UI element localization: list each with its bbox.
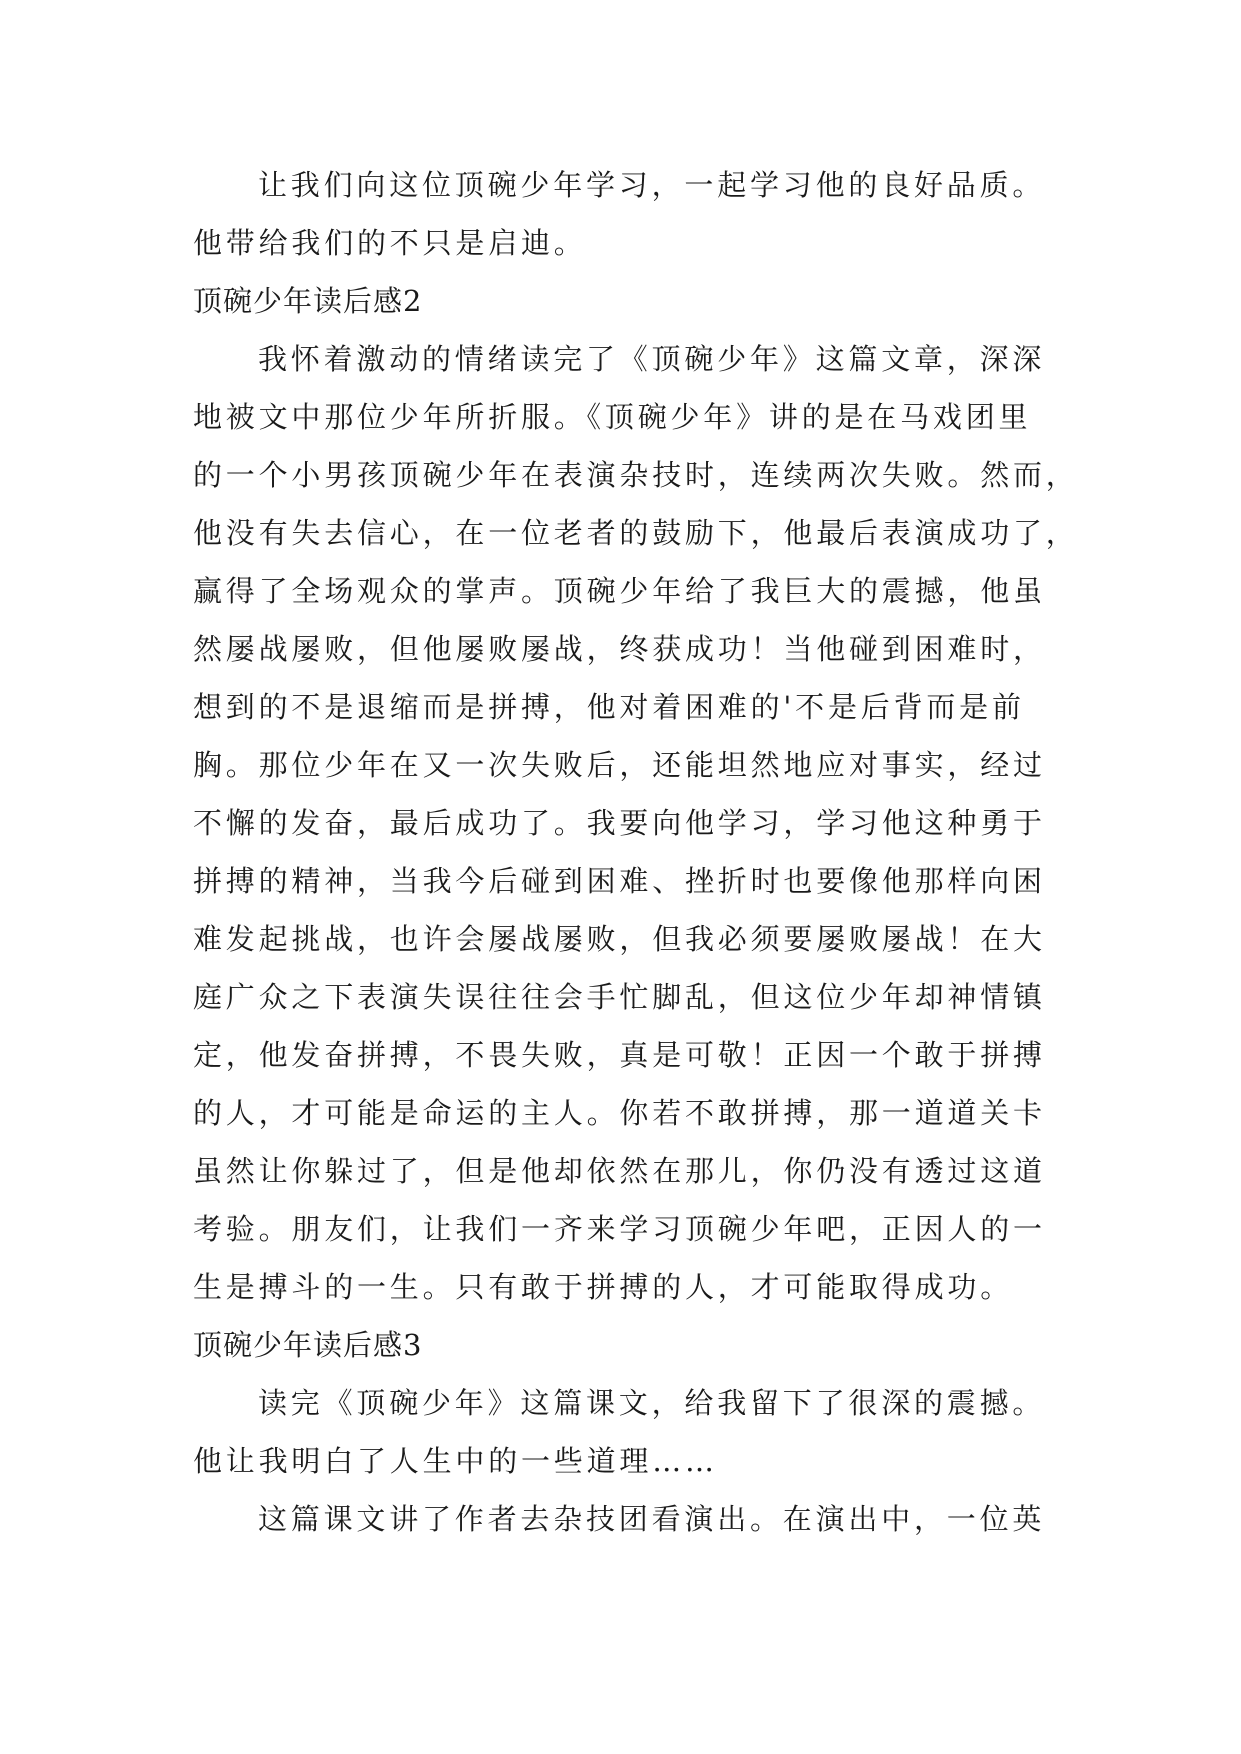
paragraph-line: 地被文中那位少年所折服。《顶碗少年》讲的是在马戏团里 (193, 400, 1032, 434)
paragraph-line: 虽然让你躲过了，但是他却依然在那儿，你仍没有透过这道 (193, 1154, 1046, 1188)
paragraph-line: 想到的不是退缩而是拼搏，他对着困难的'不是后背而是前 (193, 690, 1025, 724)
paragraph-line: 这篇课文讲了作者去杂技团看演出。在演出中，一位英 (258, 1502, 1046, 1536)
paragraph-line: 他没有失去信心，在一位老者的鼓励下，他最后表演成功了， (193, 516, 1079, 550)
section-heading: 顶碗少年读后感2 (193, 284, 423, 318)
paragraph-line: 拼搏的精神，当我今后碰到困难、挫折时也要像他那样向困 (193, 864, 1046, 898)
paragraph-line: 考验。朋友们，让我们一齐来学习顶碗少年吧，正因人的一 (193, 1212, 1046, 1246)
paragraph-line: 他带给我们的不只是启迪。 (193, 226, 587, 260)
paragraph-line: 不懈的发奋，最后成功了。我要向他学习，学习他这种勇于 (193, 806, 1046, 840)
paragraph-line: 他让我明白了人生中的一些道理…… (193, 1444, 718, 1478)
paragraph-line: 庭广众之下表演失误往往会手忙脚乱，但这位少年却神情镇 (193, 980, 1046, 1014)
paragraph-line: 然屡战屡败，但他屡败屡战，终获成功！当他碰到困难时， (193, 632, 1046, 666)
paragraph-line: 定，他发奋拼搏，不畏失败，真是可敬！正因一个敢于拼搏 (193, 1038, 1046, 1072)
paragraph-line: 难发起挑战，也许会屡战屡败，但我必须要屡败屡战！在大 (193, 922, 1046, 956)
paragraph-line: 读完《顶碗少年》这篇课文，给我留下了很深的震撼。 (258, 1386, 1046, 1420)
paragraph-line: 的人，才可能是命运的主人。你若不敢拼搏，那一道道关卡 (193, 1096, 1046, 1130)
paragraph-line: 胸。那位少年在又一次失败后，还能坦然地应对事实，经过 (193, 748, 1046, 782)
paragraph-line: 赢得了全场观众的掌声。顶碗少年给了我巨大的震撼，他虽 (193, 574, 1046, 608)
paragraph-line: 我怀着激动的情绪读完了《顶碗少年》这篇文章，深深 (258, 342, 1046, 376)
paragraph-line: 的一个小男孩顶碗少年在表演杂技时，连续两次失败。然而， (193, 458, 1079, 492)
paragraph-line: 让我们向这位顶碗少年学习，一起学习他的良好品质。 (258, 168, 1046, 202)
paragraph-line: 生是搏斗的一生。只有敢于拼搏的人，才可能取得成功。 (193, 1270, 1014, 1304)
section-heading: 顶碗少年读后感3 (193, 1328, 423, 1362)
